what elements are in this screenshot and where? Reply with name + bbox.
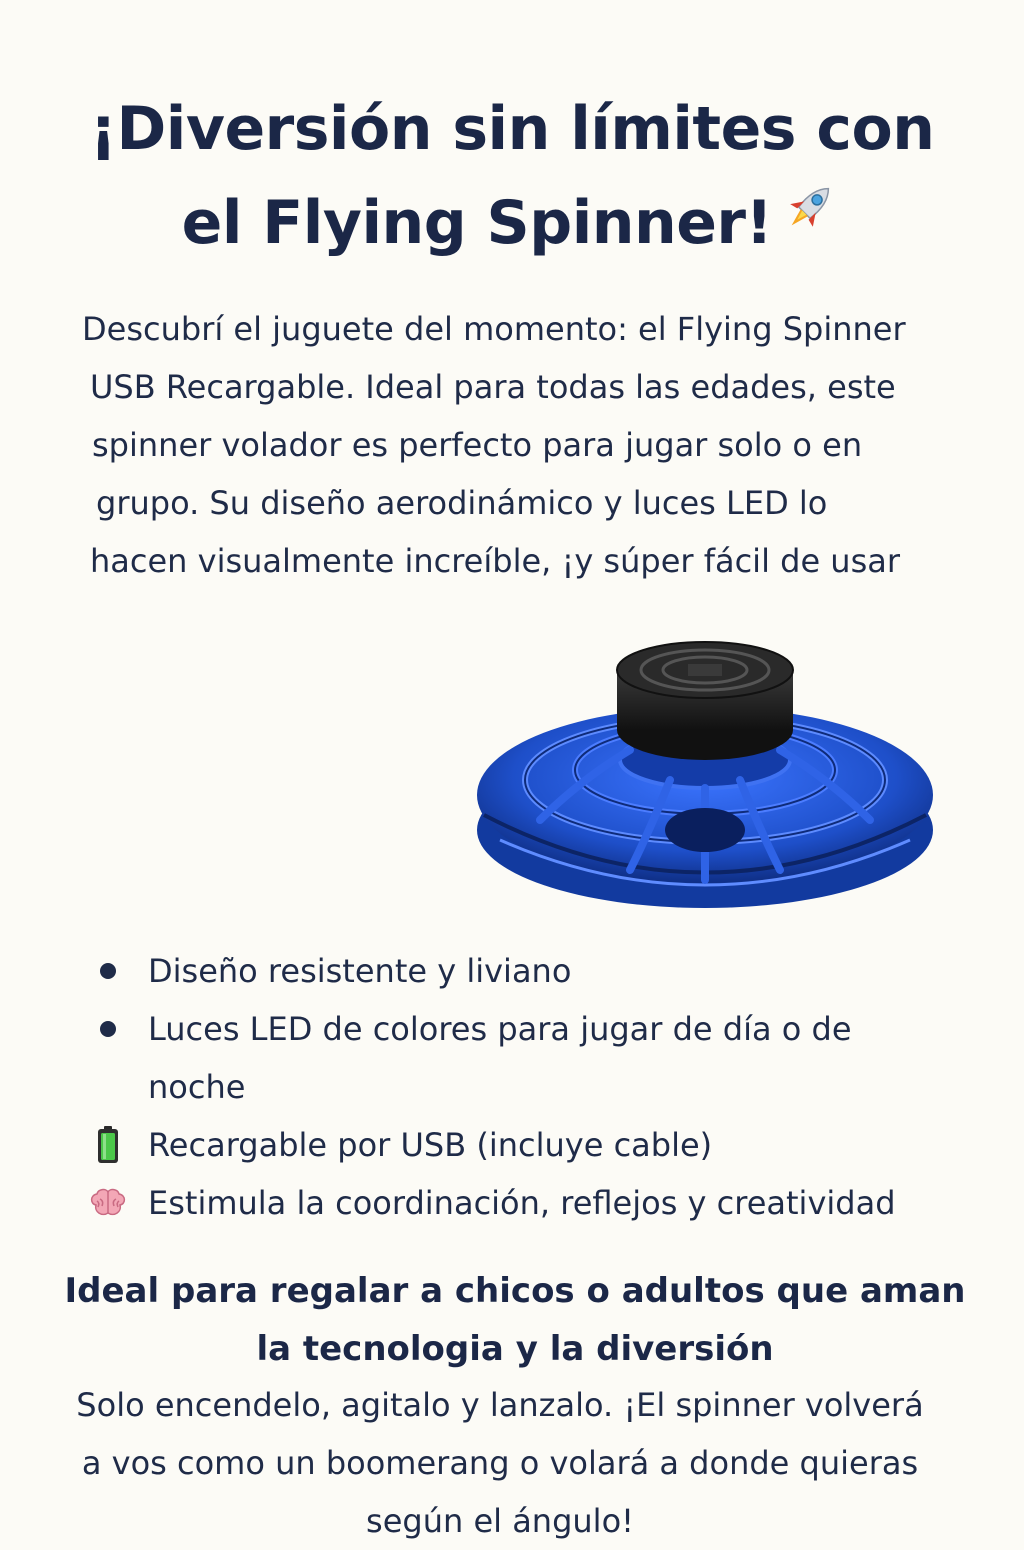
page-title (40, 82, 984, 270)
closing-heading (30, 1262, 1000, 1378)
feature-text-continued: noche (148, 1068, 246, 1106)
feature-text: Recargable por USB (incluye cable) (148, 1126, 713, 1164)
bullet-icon (86, 1000, 130, 1058)
intro-paragraph (80, 300, 1010, 590)
closing-text-line: según el ángulo! (366, 1502, 634, 1540)
closing-heading-line: Ideal para regalar a chicos o adultos que aman (64, 1271, 966, 1311)
intro-line: spinner volador es perfecto para jugar solo o en (92, 426, 863, 464)
intro-line: grupo. Su diseño aerodinámico y luces LED lo (96, 484, 828, 522)
intro-line: Descubrí el juguete del momento: el Flying Spinner (82, 310, 906, 348)
title-line-2-text: el Flying Spinner! (181, 188, 773, 258)
brain-icon (86, 1174, 130, 1232)
closing-paragraph (20, 1376, 980, 1550)
feature-text: Estimula la coordinación, reflejos y creatividad (148, 1184, 896, 1222)
title-line-2 (40, 176, 984, 270)
list-item (86, 942, 1006, 1000)
feature-text: Luces LED de colores para jugar de día o de (148, 1010, 852, 1048)
intro-line: hacen visualmente increíble, ¡y súper fácil de usar (90, 542, 901, 580)
list-item (86, 1000, 1006, 1116)
list-item (86, 1116, 1006, 1174)
rocket-icon (778, 172, 842, 266)
closing-text-line: Solo encendelo, agitalo y lanzalo. ¡El spinner volverá (76, 1386, 924, 1424)
product-image (470, 630, 940, 920)
feature-list (86, 942, 1006, 1232)
closing-heading-line: la tecnologia y la diversión (256, 1329, 774, 1369)
bullet-icon (86, 942, 130, 1000)
list-item (86, 1174, 1006, 1232)
title-line-1: ¡Diversión sin límites con (89, 94, 935, 164)
flying-spinner-icon (470, 630, 940, 920)
feature-text: Diseño resistente y liviano (148, 952, 572, 990)
battery-icon (86, 1116, 130, 1174)
closing-text-line: a vos como un boomerang o volará a donde quieras (81, 1444, 919, 1482)
intro-line: USB Recargable. Ideal para todas las edades, este (90, 368, 896, 406)
